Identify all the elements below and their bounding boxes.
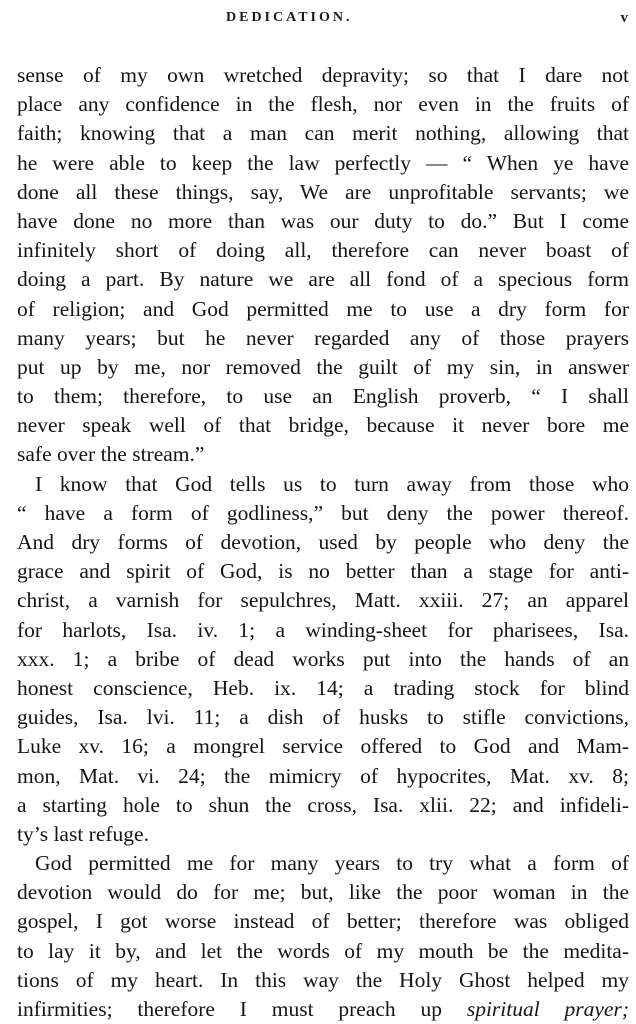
text-line: I know that God tells us to turn away from those who [35,471,629,496]
text-line: safe over the stream.” [17,442,205,467]
running-header [0,6,636,30]
text-line: “ have a form of godliness,” but deny the power thereof. [17,500,629,525]
text-line: put up by me, nor removed the guilt of my sin, in answer [17,354,629,379]
text-line: for harlots, Isa. iv. 1; a winding-sheet for pharisees, Isa. [17,617,629,642]
text-line: to lay it by, and let the words of my mouth be the medita- [17,938,629,963]
text-line: have done no more than was our duty to do.” But I come [17,208,629,233]
text-line: a starting hole to shun the cross, Isa. xlii. 22; and infideli- [17,792,629,817]
text-line: guides, Isa. lvi. 11; a dish of husks to stifle convictions, [17,705,629,730]
body-text [17,61,629,1024]
text-line: tions of my heart. In this way the Holy Ghost helped my [17,967,629,992]
final-line-text: infirmities; therefore I must preach up [17,997,467,1021]
text-line: faith; knowing that a man can merit nothing, allowing that [17,121,629,146]
text-line: gospel, I got worse instead of better; therefore was obliged [17,909,629,934]
text-line: never speak well of that bridge, because it never bore me [17,413,629,438]
text-line: infinitely short of doing all, therefore can never boast of [17,238,629,263]
text-line: grace and spirit of God, is no better than a stage for anti- [17,559,629,584]
text-line: ty’s last refuge. [17,821,149,846]
text-line: sense of my own wretched depravity; so that I dare not [17,63,629,87]
text-line: he were able to keep the law perfectly — “ When ye have [17,150,629,175]
final-line-italic-text: spiritual prayer; [466,997,629,1021]
running-header-title: DEDICATION. [226,10,353,25]
text-line: done all these things, say, We are unprofitable servants; we [17,179,629,204]
text-line: Luke xv. 16; a mongrel service offered to God and Mam- [17,734,629,759]
text-line: place any confidence in the flesh, nor even in the fruits of [17,92,629,117]
text-line: christ, a varnish for sepulchres, Matt. xxiii. 27; an apparel [17,588,629,613]
text-line: God permitted me for many years to try what a form of [35,851,629,876]
page-number: v [620,10,628,26]
text-line: to them; therefore, to use an English proverb, “ I shall [17,384,629,409]
text-line: honest conscience, Heb. ix. 14; a trading stock for blind [17,675,629,700]
text-line: many years; but he never regarded any of those prayers [17,325,629,350]
text-line: xxx. 1; a bribe of dead works put into the hands of an [17,646,629,671]
text-line: of religion; and God permitted me to use a dry form for [17,296,629,321]
text-line: mon, Mat. vi. 24; the mimicry of hypocrites, Mat. xv. 8; [17,763,629,788]
text-line: And dry forms of devotion, used by people who deny the [17,530,629,554]
text-line: devotion would do for me; but, like the poor woman in the [17,880,629,905]
text-line: doing a part. By nature we are all fond of a specious form [17,267,629,292]
